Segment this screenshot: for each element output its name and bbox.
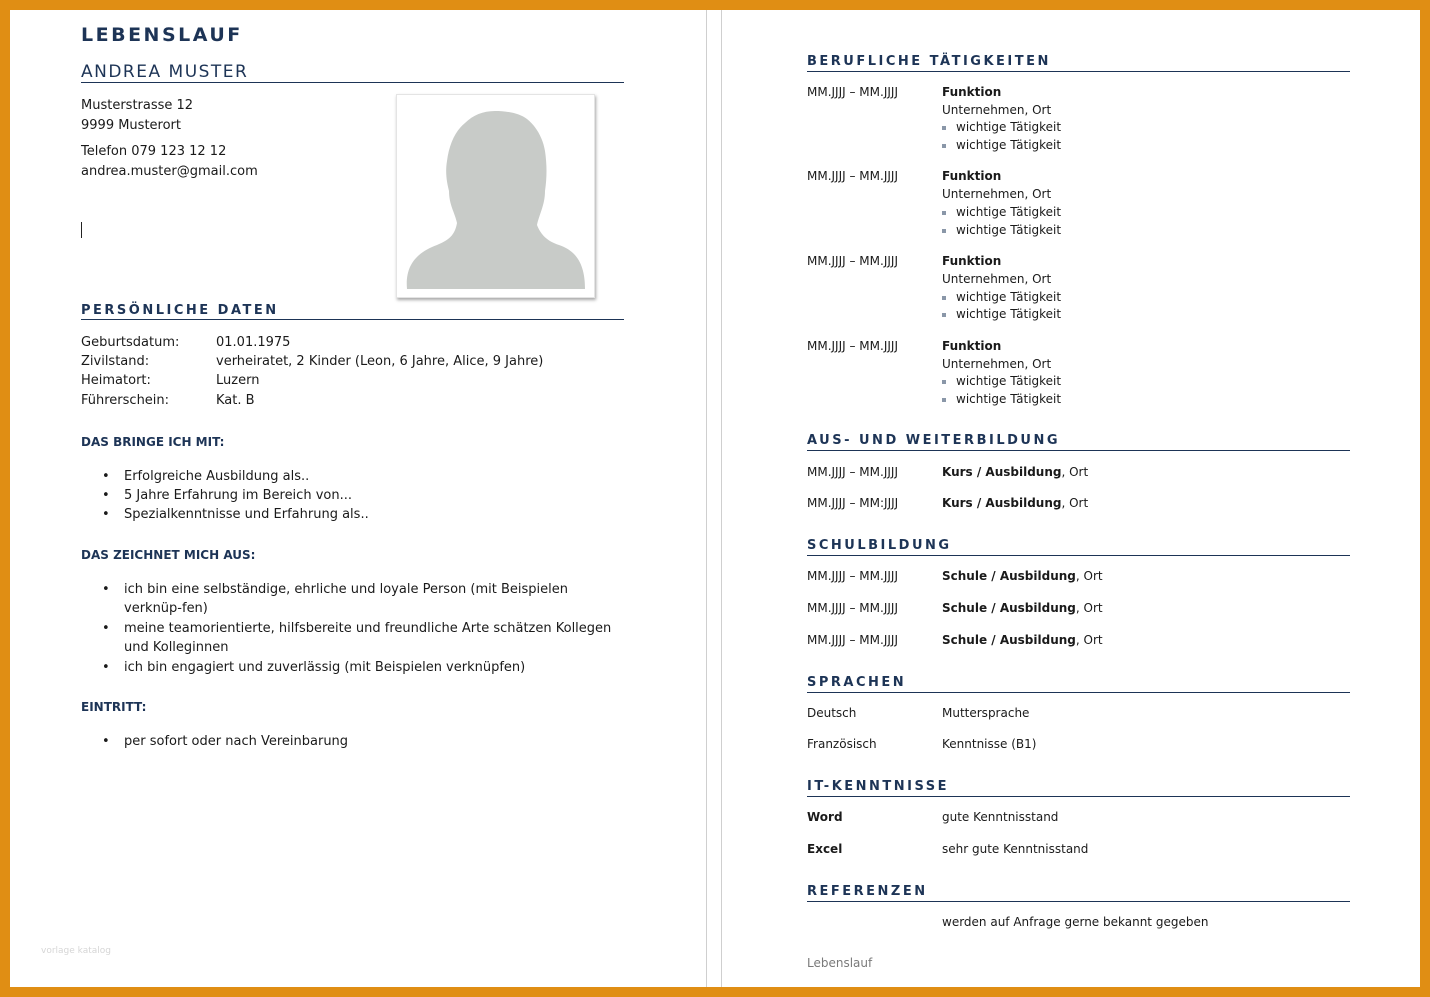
- it-skill-level: gute Kenntnisstand: [942, 810, 1059, 824]
- bullet-icon: •: [102, 507, 110, 522]
- language-level: Muttersprache: [942, 706, 1030, 720]
- work-heading: BERUFLICHE TÄTIGKEITEN: [807, 54, 1051, 69]
- school-divider: [807, 555, 1350, 556]
- it-skill-name: Excel: [807, 842, 843, 856]
- bullet-icon: •: [102, 469, 110, 484]
- work-role: Funktion: [942, 85, 1002, 99]
- work-task: wichtige Tätigkeit: [942, 374, 1061, 388]
- entry-heading: EINTRITT:: [81, 700, 147, 714]
- personal-label: Geburtsdatum:: [81, 335, 180, 350]
- school-date: MM.JJJJ – MM.JJJJ: [807, 569, 898, 583]
- traits-heading: DAS ZEICHNET MICH AUS:: [81, 548, 256, 562]
- school-heading: SCHULBILDUNG: [807, 538, 952, 553]
- references-heading: REFERENZEN: [807, 884, 928, 899]
- work-role: Funktion: [942, 339, 1002, 353]
- square-bullet-icon: [942, 380, 946, 384]
- work-task: wichtige Tätigkeit: [942, 392, 1061, 406]
- page-gutter: [706, 10, 722, 987]
- square-bullet-icon: [942, 398, 946, 402]
- personal-label: Führerschein:: [81, 393, 170, 408]
- school-entry: Schule / Ausbildung, Ort: [942, 569, 1103, 583]
- phone-number: Telefon 079 123 12 12: [81, 144, 227, 159]
- personal-value: Kat. B: [216, 393, 255, 408]
- training-date: MM.JJJJ – MM.JJJJ: [807, 465, 898, 479]
- it-skill-level: sehr gute Kenntnisstand: [942, 842, 1089, 856]
- cv-page-left: LEBENSLAUF ANDREA MUSTER Musterstrasse 12 9999 Musterort Telefon 079 123 12 12 andrea.muster@gmail.com PERSÖNLICHE DATEN Geburtsdatum: 01.01.1975 Zivilstand: verheiratet, 2 Kinder (Leon, 6 Jahre, Alice, 9 Jahre) Heimatort: Luzern Führerschein: Kat. B DAS BRINGE ICH MIT: • Erfolgreiche Ausbildung als.. • 5 Jahre Erfahrung im Bereich von... • Spezialkenntnisse und Erfahrung als.. DAS ZEICHNET MICH AUS: • ich bin eine selbständige, ehrliche und loyale Person (mit Beispielen verknüp-fen) • meine teamorientierte, hilfsbereite und freundliche Arte schätzen Kollegen und Kolleginnen • ich bin engagiert und zuverlässig (mit Beispielen verknüpfen) EINTRITT: • per sofort oder nach Vereinbarung vorlage katalog: [10, 10, 706, 987]
- work-date: MM.JJJJ – MM.JJJJ: [807, 169, 898, 183]
- personal-value: Luzern: [216, 373, 260, 388]
- page-footer: Lebenslauf: [807, 956, 873, 970]
- square-bullet-icon: [942, 144, 946, 148]
- language-name: Deutsch: [807, 706, 857, 720]
- personal-data-heading: PERSÖNLICHE DATEN: [81, 303, 279, 318]
- languages-divider: [807, 692, 1350, 693]
- it-skill-name: Word: [807, 810, 843, 824]
- work-date: MM.JJJJ – MM.JJJJ: [807, 85, 898, 99]
- watermark: vorlage katalog: [41, 946, 111, 956]
- bullet-icon: •: [102, 621, 110, 636]
- profile-photo: [396, 94, 595, 298]
- name-divider: [81, 82, 624, 83]
- school-entry: Schule / Ausbildung, Ort: [942, 633, 1103, 647]
- bullet-icon: •: [102, 488, 110, 503]
- text-cursor: [81, 222, 82, 238]
- work-task: wichtige Tätigkeit: [942, 138, 1061, 152]
- work-task: wichtige Tätigkeit: [942, 290, 1061, 304]
- personal-data-divider: [81, 319, 624, 320]
- work-company: Unternehmen, Ort: [942, 187, 1052, 201]
- work-company: Unternehmen, Ort: [942, 272, 1052, 286]
- work-task: wichtige Tätigkeit: [942, 223, 1061, 237]
- cv-title: LEBENSLAUF: [81, 24, 243, 46]
- address-city: 9999 Musterort: [81, 118, 181, 133]
- references-divider: [807, 901, 1350, 902]
- personal-label: Heimatort:: [81, 373, 151, 388]
- square-bullet-icon: [942, 126, 946, 130]
- work-divider: [807, 71, 1350, 72]
- bullet-icon: •: [102, 734, 110, 749]
- work-company: Unternehmen, Ort: [942, 357, 1052, 371]
- work-role: Funktion: [942, 254, 1002, 268]
- it-heading: IT-KENNTNISSE: [807, 779, 950, 794]
- personal-value: 01.01.1975: [216, 335, 291, 350]
- training-entry: Kurs / Ausbildung, Ort: [942, 496, 1089, 510]
- address-street: Musterstrasse 12: [81, 98, 194, 113]
- work-task: wichtige Tätigkeit: [942, 120, 1061, 134]
- personal-value: verheiratet, 2 Kinder (Leon, 6 Jahre, Alice, 9 Jahre): [216, 354, 544, 369]
- cv-page-right: [722, 10, 1420, 987]
- work-task: wichtige Tätigkeit: [942, 205, 1061, 219]
- work-date: MM.JJJJ – MM.JJJJ: [807, 339, 898, 353]
- work-task: wichtige Tätigkeit: [942, 307, 1061, 321]
- references-text: werden auf Anfrage gerne bekannt gegeben: [942, 915, 1209, 929]
- strengths-heading: DAS BRINGE ICH MIT:: [81, 435, 225, 449]
- square-bullet-icon: [942, 313, 946, 317]
- bullet-icon: •: [102, 660, 110, 675]
- square-bullet-icon: [942, 211, 946, 215]
- training-heading: AUS- UND WEITERBILDUNG: [807, 433, 1060, 448]
- language-name: Französisch: [807, 737, 877, 751]
- school-entry: Schule / Ausbildung, Ort: [942, 601, 1103, 615]
- person-silhouette-icon: [397, 95, 594, 297]
- training-date: MM.JJJJ – MM:JJJJ: [807, 496, 899, 510]
- it-divider: [807, 796, 1350, 797]
- email-address: andrea.muster@gmail.com: [81, 164, 258, 179]
- personal-label: Zivilstand:: [81, 354, 150, 369]
- school-date: MM.JJJJ – MM.JJJJ: [807, 601, 898, 615]
- square-bullet-icon: [942, 229, 946, 233]
- work-date: MM.JJJJ – MM.JJJJ: [807, 254, 898, 268]
- languages-heading: SPRACHEN: [807, 675, 907, 690]
- training-entry: Kurs / Ausbildung, Ort: [942, 465, 1089, 479]
- work-company: Unternehmen, Ort: [942, 103, 1052, 117]
- school-date: MM.JJJJ – MM.JJJJ: [807, 633, 898, 647]
- work-role: Funktion: [942, 169, 1002, 183]
- square-bullet-icon: [942, 296, 946, 300]
- candidate-name: ANDREA MUSTER: [81, 62, 249, 82]
- training-divider: [807, 450, 1350, 451]
- bullet-icon: •: [102, 582, 110, 597]
- language-level: Kenntnisse (B1): [942, 737, 1037, 751]
